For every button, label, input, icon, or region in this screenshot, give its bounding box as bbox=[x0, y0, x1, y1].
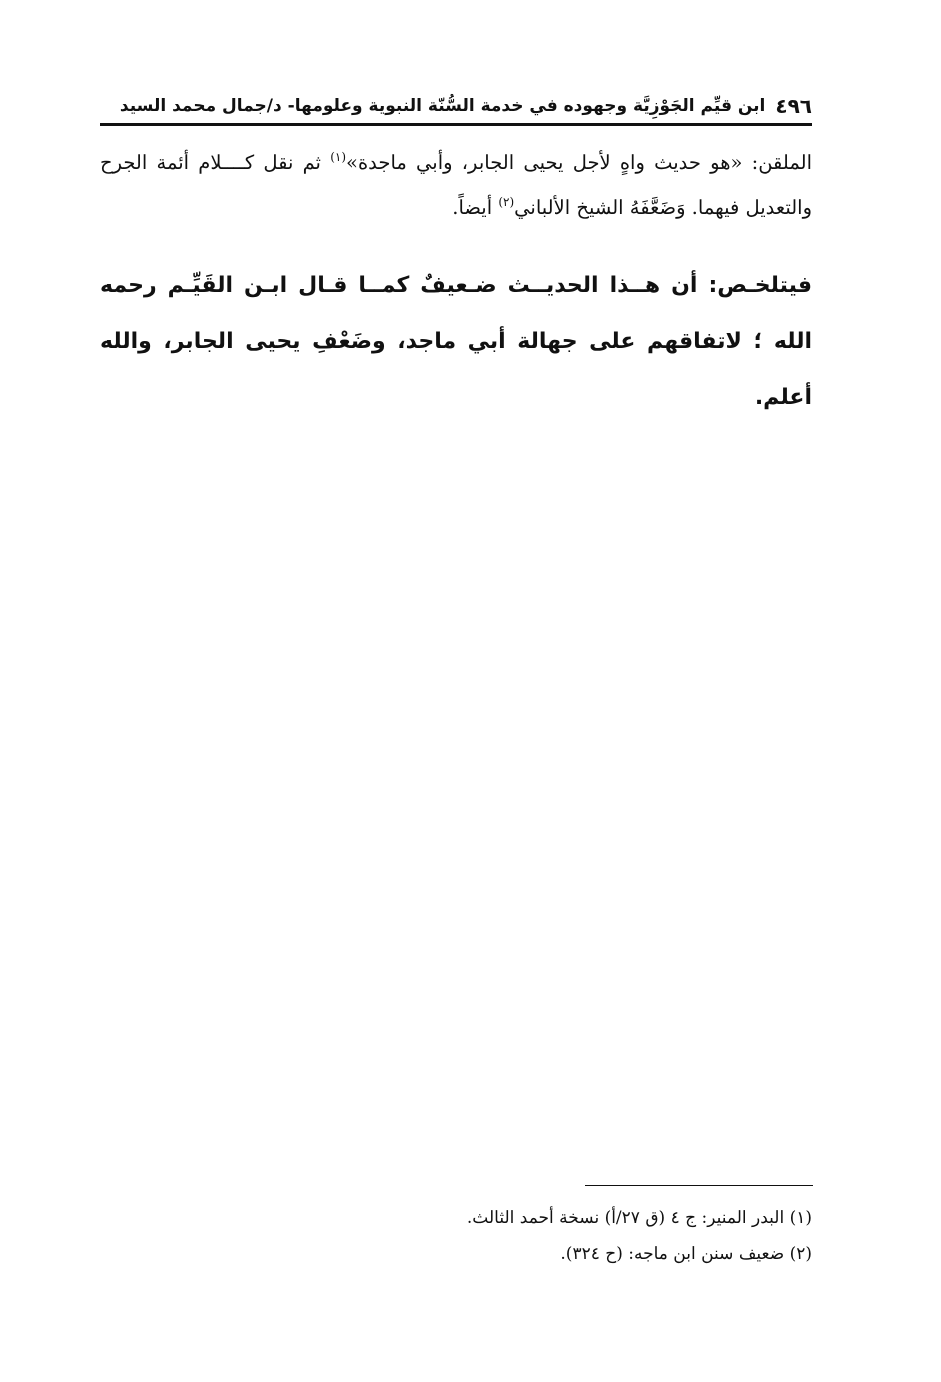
body-text-line-2-end: أيضاً. bbox=[452, 196, 499, 219]
running-header-title: ابن قيِّم الجَوْزِيَّة وجهوده في خدمة السُّنّة النبوية وعلومها- د/جمال محمد السيد bbox=[119, 95, 766, 116]
footnote-reference-2[interactable]: (٢) bbox=[498, 195, 515, 209]
footnote-reference-1[interactable]: (١) bbox=[330, 150, 347, 164]
running-header bbox=[100, 88, 812, 126]
body-text-line-1-end: ثم نقل كــــلام bbox=[198, 151, 331, 174]
conclusion-paragraph: فيتلخـص: أن هــذا الحديــث ضـعيفٌ كمــا قـال ابـن القَيِّـم رحمه الله ؛ لاتفاقهم على جهالة أبي ماجد، وضَعْفِ يحيى الجابر، والله أعلم. bbox=[100, 273, 812, 410]
body-text-line-2: أئمة الجرح والتعديل فيهما. وَضَعَّفَهُ الشيخ الألباني bbox=[100, 151, 812, 219]
footnote-divider bbox=[585, 1185, 813, 1186]
body-text-line-1: الملقن: «هو حديث واهٍ لأجل يحيى الجابر، وأبي ماجدة» bbox=[346, 151, 812, 174]
footnote-2: (٢) ضعيف سنن ابن ماجه: (ح ٣٢٤). bbox=[560, 1244, 812, 1264]
footnotes-section bbox=[100, 1200, 812, 1272]
body-paragraph bbox=[100, 140, 812, 230]
footnote-1: (١) البدر المنير: ج ٤ (ق ٢٧/أ) نسخة أحمد الثالث. bbox=[466, 1208, 812, 1228]
page-number: ٤٩٦ bbox=[775, 93, 812, 118]
